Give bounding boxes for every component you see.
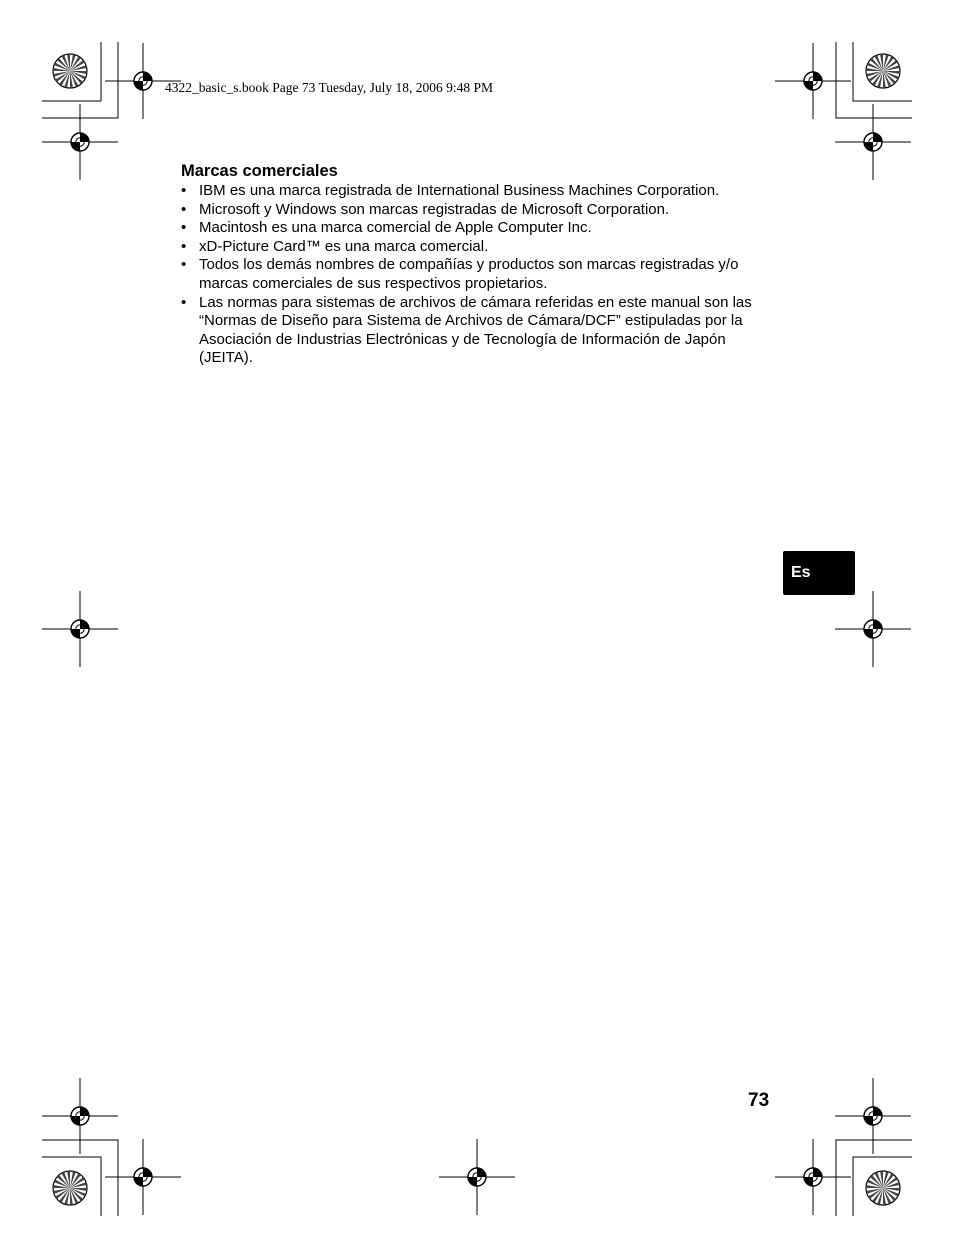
bullet-icon: • [181, 256, 187, 274]
list-item: • Macintosh es una marca comercial de Apple Computer Inc. [181, 219, 592, 237]
language-tab: Es [783, 551, 855, 595]
bullet-icon: • [181, 293, 187, 311]
starburst-target-icon [866, 1171, 900, 1205]
section-heading: Marcas comerciales [181, 162, 338, 180]
trademarks-section [181, 161, 781, 368]
trademarks-list [181, 182, 781, 368]
bullet-icon: • [181, 237, 187, 255]
list-item: • IBM es una marca registrada de International Business Machines Corporation. [181, 182, 720, 199]
list-item: • Todos los demás nombres de compañías y productos son marcas registradas y/o marcas comerciales de sus respectivos propietarios. [181, 256, 739, 292]
list-item: • Las normas para sistemas de archivos de cámara referidas en este manual son las “Normas de Diseño para Sistema de Archivos de Cámara/DCF” estipuladas por la Asociación de Industrias Electrónicas y de Tecnología de Información de Japón (JEITA). [181, 293, 752, 367]
page-number: 73 [748, 1090, 770, 1111]
list-item: • xD-Picture Card™ es una marca comercial. [181, 237, 489, 255]
starburst-target-icon [53, 1171, 87, 1205]
starburst-target-icon [866, 54, 900, 88]
bullet-icon: • [181, 219, 187, 237]
print-slug-header: 4322_basic_s.book Page 73 Tuesday, July 18, 2006 9:48 PM [165, 80, 494, 95]
list-item: • Microsoft y Windows son marcas registradas de Microsoft Corporation. [181, 200, 670, 218]
bullet-icon: • [181, 200, 187, 218]
starburst-target-icon [53, 54, 87, 88]
bullet-icon: • [181, 182, 187, 199]
